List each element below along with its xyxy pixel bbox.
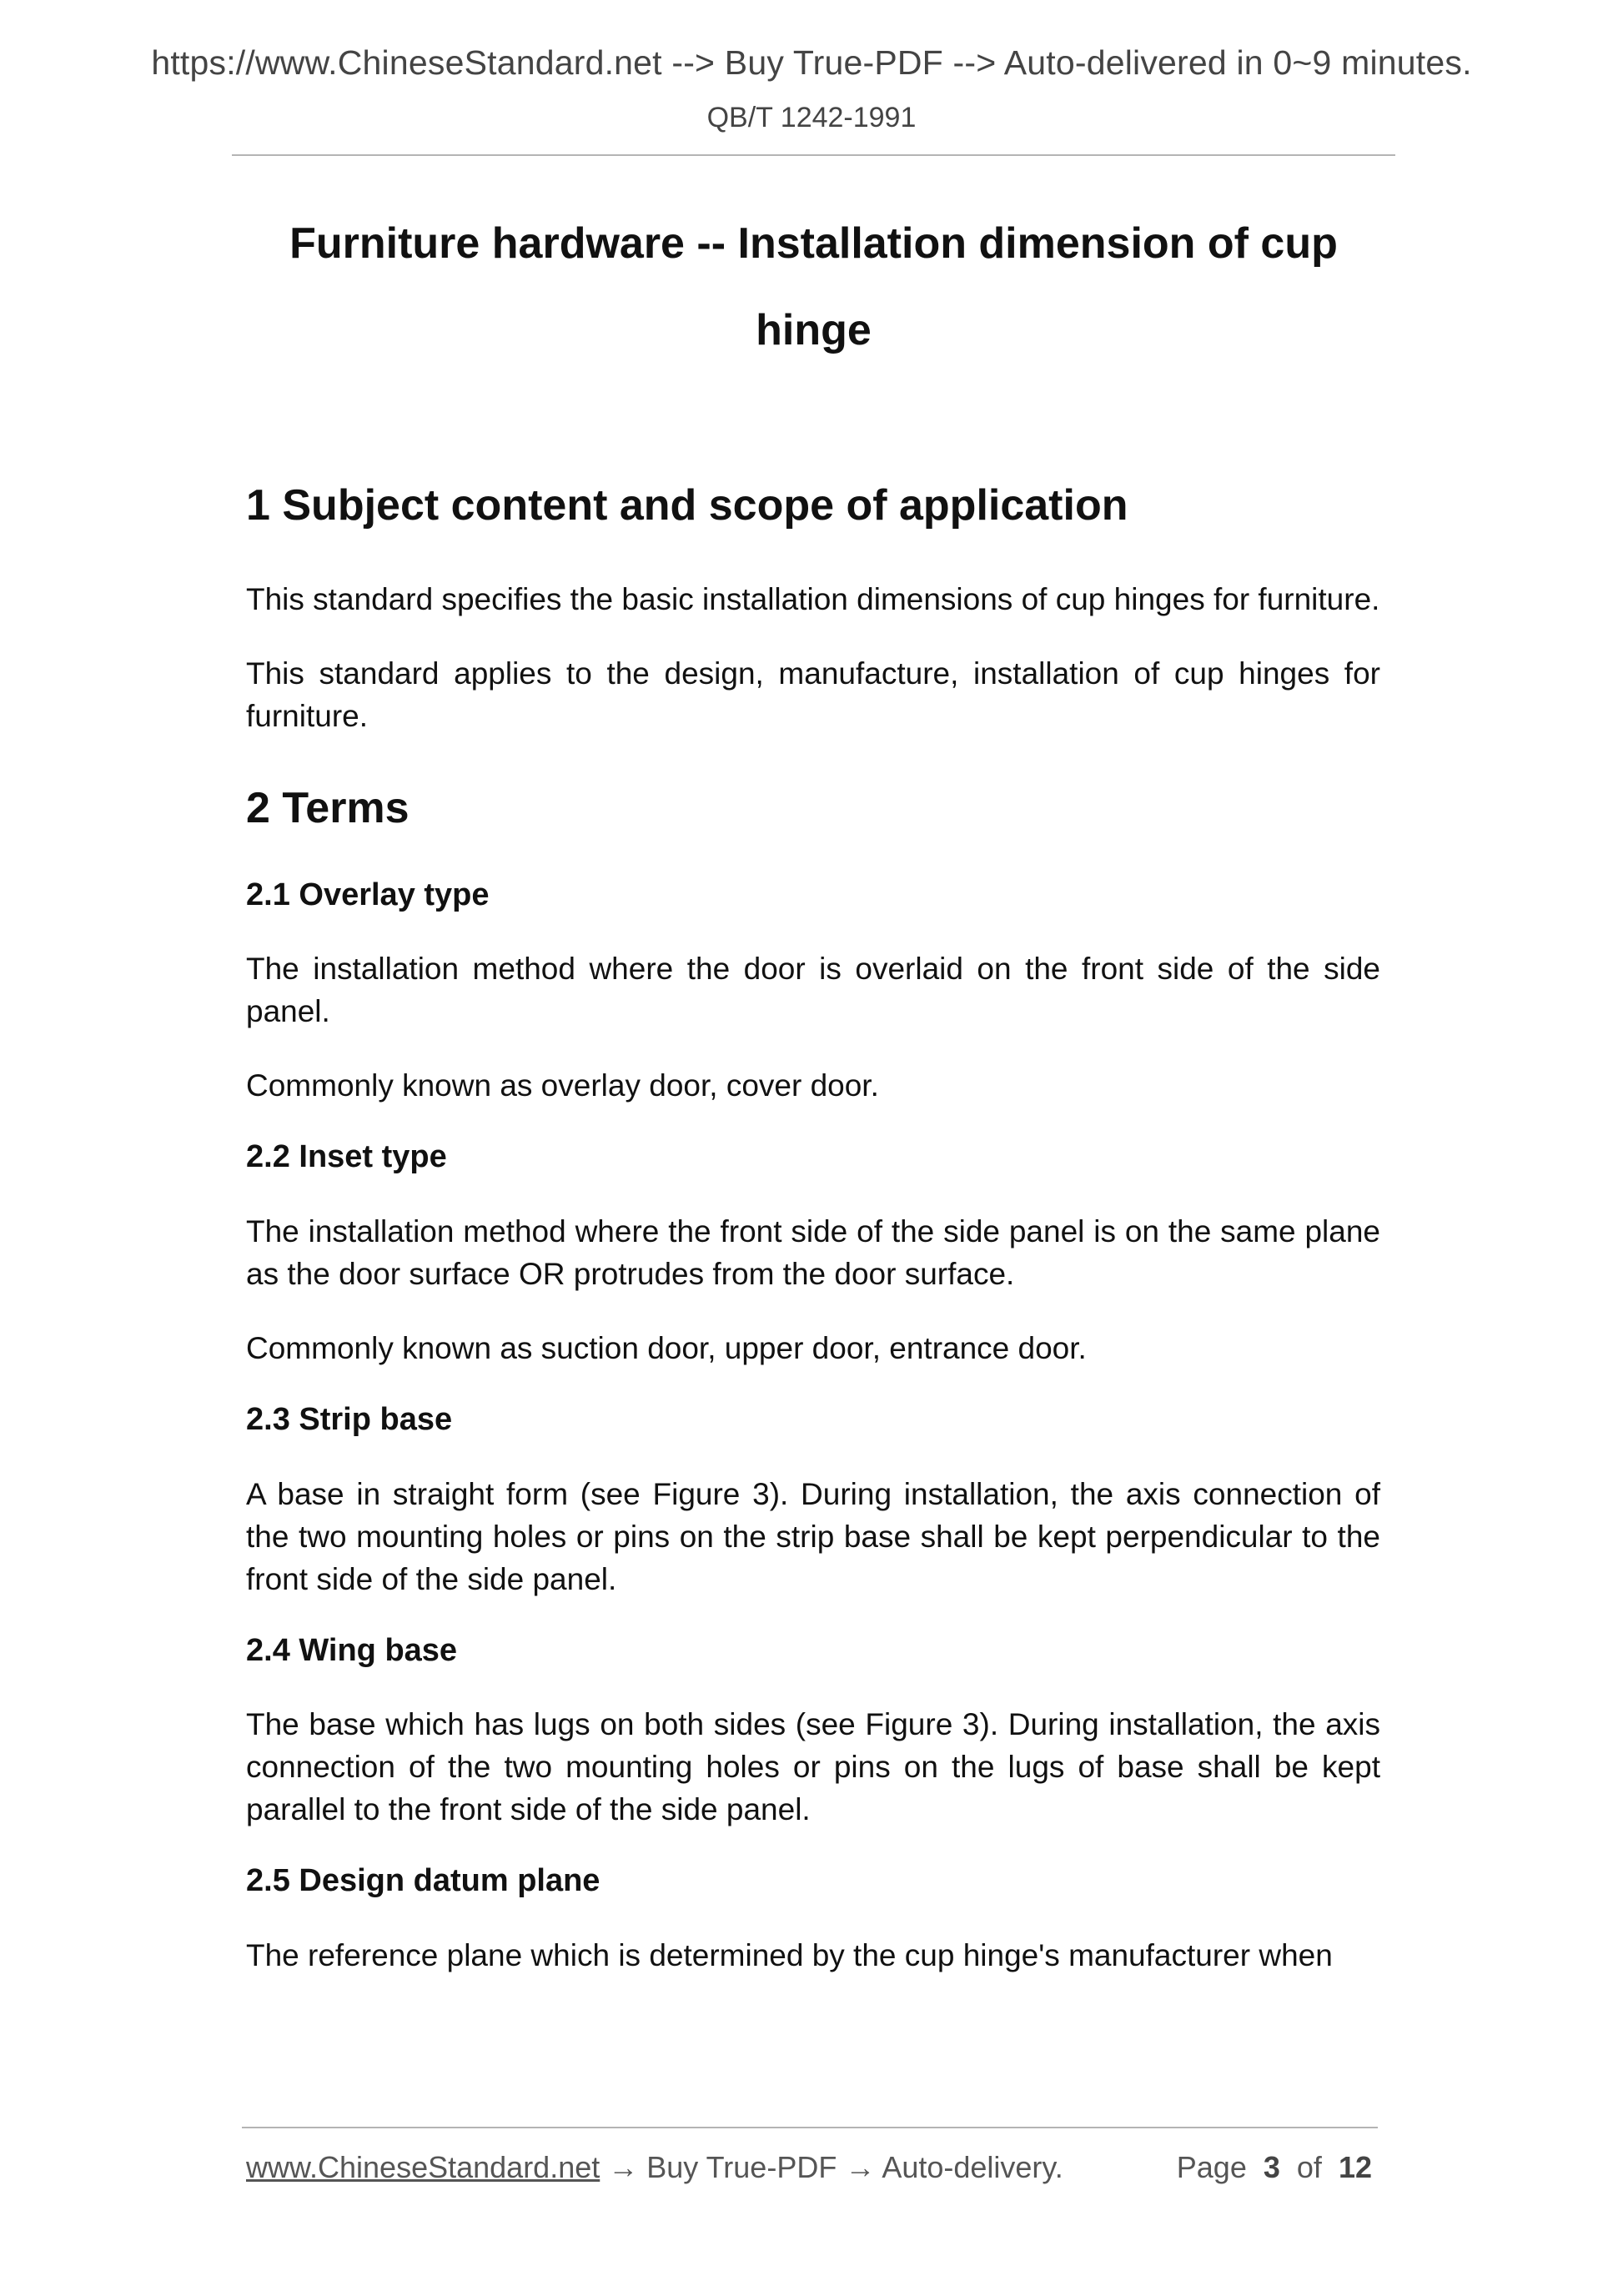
section-1-paragraph-2: This standard applies to the design, manufacture, installation of cup hinges for furniture. — [246, 656, 1380, 734]
clause-2-2-paragraph-2: Commonly known as suction door, upper door, entrance door. — [246, 1330, 1087, 1365]
footer-site-link[interactable]: www.ChineseStandard.net — [246, 2150, 600, 2184]
page-of-label: of — [1296, 2150, 1322, 2184]
clause-2-1-paragraph-2: Commonly known as overlay door, cover door. — [246, 1068, 879, 1103]
page-footer — [246, 2150, 1372, 2185]
header-divider — [232, 154, 1395, 156]
clause-2-2-paragraph-1: The installation method where the front side of the side panel is on the same plane as the door surface OR protrudes from the door surface. — [246, 1213, 1380, 1291]
footer-divider — [242, 2127, 1378, 2128]
standard-code: QB/T 1242-1991 — [706, 102, 917, 133]
clause-2-5-paragraph-1: The reference plane which is determined by the cup hinge's manufacturer when — [246, 1937, 1333, 1972]
source-banner: https://www.ChineseStandard.net --> Buy True-PDF --> Auto-delivered in 0~9 minutes. — [151, 43, 1472, 82]
document-title-line-1: Furniture hardware -- Installation dimension of cup — [289, 219, 1338, 268]
section-1-heading: 1 Subject content and scope of application — [246, 481, 1128, 530]
document-title-line-2: hinge — [756, 306, 872, 354]
page-total-number: 12 — [1338, 2150, 1372, 2184]
page-current-number: 3 — [1263, 2150, 1280, 2184]
clause-2-3-heading: 2.3 Strip base — [246, 1401, 453, 1437]
document-body — [246, 480, 1380, 2008]
footer-tagline: → Buy True-PDF → Auto-delivery. — [600, 2150, 1063, 2184]
page-indicator — [1177, 2150, 1372, 2185]
clause-2-4-paragraph-1: The base which has lugs on both sides (see Figure 3). During installation, the axis connection of the two mounting holes or pins on the lugs of base shall be kept parallel to the front side of the side panel. — [246, 1707, 1380, 1827]
clause-2-1-paragraph-1: The installation method where the door is overlaid on the front side of the side panel. — [246, 952, 1380, 1029]
clause-2-5-heading: 2.5 Design datum plane — [246, 1863, 600, 1899]
section-1-paragraph-1: This standard specifies the basic installation dimensions of cup hinges for furniture. — [246, 582, 1380, 617]
clause-2-4-heading: 2.4 Wing base — [246, 1632, 458, 1668]
section-2-heading: 2 Terms — [246, 784, 410, 833]
page-label: Page — [1176, 2150, 1247, 2184]
document-title — [232, 200, 1395, 374]
clause-2-1-heading: 2.1 Overlay type — [246, 877, 490, 912]
clause-2-2-heading: 2.2 Inset type — [246, 1139, 447, 1175]
clause-2-3-paragraph-1: A base in straight form (see Figure 3). During installation, the axis connection of the two mounting holes or pins on the strip base shall be kept perpendicular to the front side of the side panel. — [246, 1476, 1380, 1596]
